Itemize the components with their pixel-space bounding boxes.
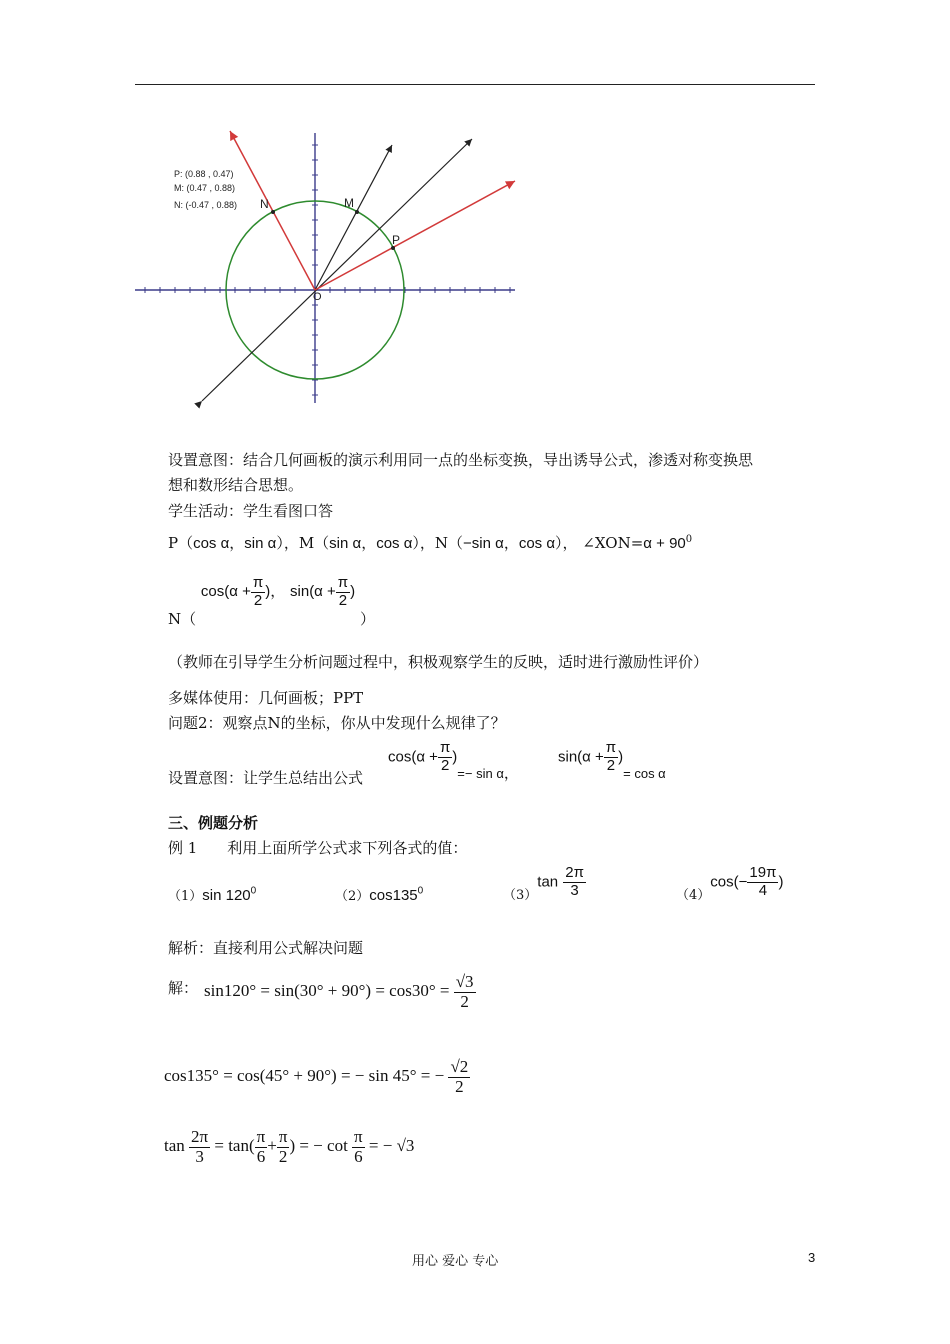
n-coordinate-line: N（ cos(α + $\frac{\pi}{2}$ )， sin(α + $\frac{\pi}{2}$ ) ） — [168, 574, 375, 628]
point-n — [271, 210, 275, 214]
label-m: M — [344, 196, 354, 210]
unit-circle-figure — [130, 125, 530, 410]
equation-1: sin120° = sin(30° + 90°) = cos30° = $\frac{√3}{2}$ — [204, 972, 474, 1011]
section-heading: 三、例题分析 — [168, 814, 259, 832]
problem-3: $_{(3)}$tan $\frac{2\pi}{3}$ — [503, 864, 584, 903]
solution-label: 解： — [168, 979, 199, 997]
label-p: P — [392, 233, 401, 247]
design-intent-line1: 设置意图：结合几何画板的演示利用同一点的坐标变换，导出诱导公式，渗透对称变换思 — [168, 451, 754, 469]
point-m — [355, 210, 359, 214]
coordinate-line: P（cos α，sin α），M（sin α，cos α），N（−sin α，cos α）， ∠XON=α + $90^0$ — [168, 534, 693, 552]
student-activity: 学生活动：学生看图口答 — [168, 502, 334, 520]
header-rule — [135, 84, 815, 85]
multimedia-use: 多媒体使用：几何画板；PPT — [168, 689, 364, 707]
problem-2: $(2)\cos 135^0$ — [335, 885, 424, 904]
formula-cos: cos(α + $\frac{\pi}{2}$ )$_{=- sin \alpha}$， — [388, 739, 519, 782]
equation-2: cos135° = cos(45° + 90°) = − sin 45° = − $\frac{√2}{2}$ — [164, 1057, 469, 1096]
label-n: N — [260, 197, 269, 211]
formula-sin: sin(α + $\frac{\pi}{2}$ )$_{= cos \alpha}$ — [558, 739, 666, 781]
page-number: 3 — [808, 1250, 816, 1265]
analysis: 解析：直接利用公式解决问题 — [168, 939, 364, 957]
question-2: 问题2：观察点N的坐标，你从中发现什么规律了？ — [168, 714, 506, 732]
problem-1: （1）sin $120^0$ — [168, 885, 257, 904]
coord-n: N: (-0.47 , 0.88) — [174, 200, 238, 210]
footer-motto: 用心 爱心 专心 — [412, 1254, 499, 1269]
coord-m: M: (0.47 , 0.88) — [174, 183, 236, 193]
problem-4: $_{(4)}$cos(− $\frac{19\pi}{4}$ ) — [676, 864, 784, 903]
teacher-note: （教师在引导学生分析问题过程中，积极观察学生的反映，适时进行激励性评价） — [168, 653, 709, 671]
diagonal-line — [202, 139, 472, 401]
label-o: O — [313, 291, 322, 303]
example-1: 例 1 利用上面所学公式求下列各式的值： — [168, 839, 468, 857]
equation-3: tan $\frac{2\pi}{3}$ = tan( $\frac{\pi}{6}$ + $\frac{\pi}{2}$ ) = − cot $\frac{\pi}{6}$ = − √3 — [164, 1127, 415, 1166]
coord-p: P: (0.88 , 0.47) — [174, 169, 234, 179]
summary-prefix: 设置意图：让学生总结出公式 — [168, 769, 364, 787]
design-intent-line2: 想和数形结合思想。 — [168, 476, 304, 494]
